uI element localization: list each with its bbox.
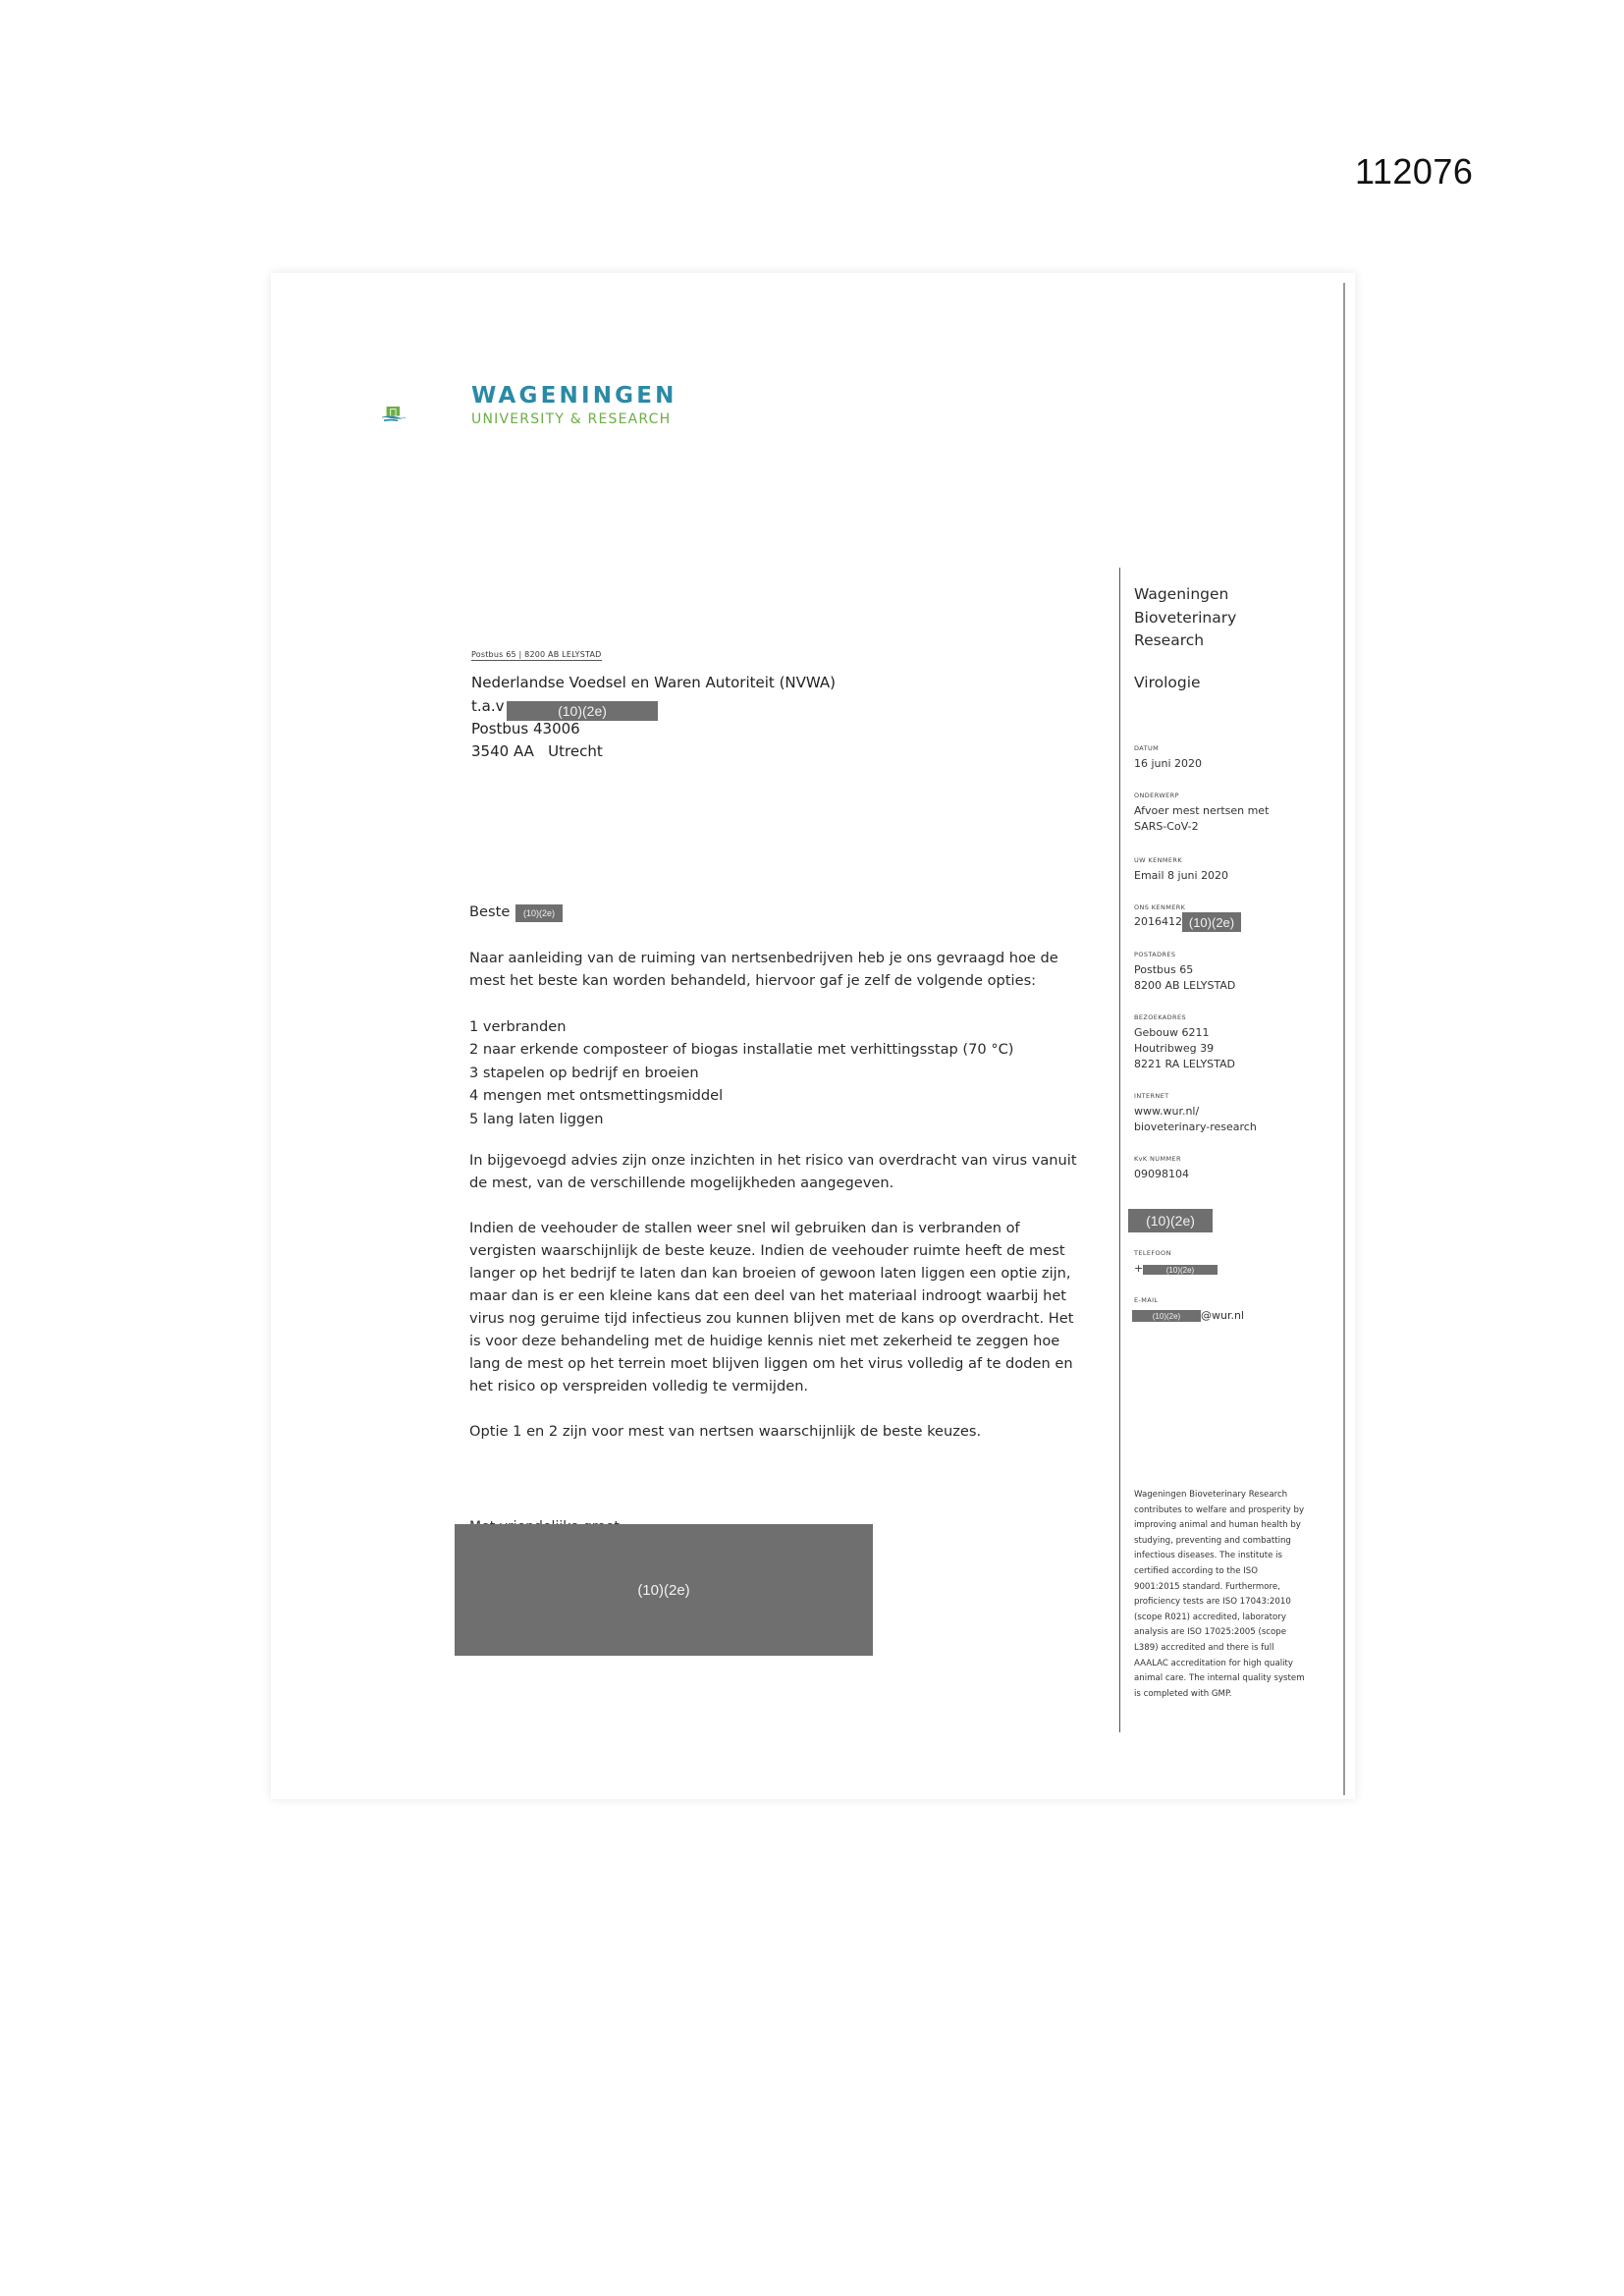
- value-telefoon-prefix: +: [1134, 1262, 1144, 1275]
- value-ons-kenmerk: 2016412: [1134, 915, 1182, 928]
- recipient-tav: t.a.v: [471, 697, 505, 715]
- paragraph-intro-line-1: Naar aanleiding van de ruiming van nertsenbedrijven heb je ons gevraagd hoe de: [469, 950, 1058, 966]
- label-internet: INTERNET: [1134, 1092, 1169, 1100]
- logo-subtitle: UNIVERSITY & RESEARCH: [471, 411, 672, 427]
- redaction-contact: (10)(2e): [1128, 1209, 1213, 1232]
- paragraph-recommendation-line: het risico op verspreiden volledig te vermijden.: [469, 1378, 809, 1394]
- document-number: 112076: [1355, 151, 1474, 191]
- recipient-city: 3540 AA Utrecht: [471, 742, 603, 760]
- redaction-telefoon: (10)(2e): [1143, 1265, 1218, 1275]
- value-internet: www.wur.nl/ bioveterinary-research: [1134, 1105, 1257, 1133]
- label-postadres: POSTADRES: [1134, 951, 1176, 958]
- list-item: 4 mengen met ontsmettingsmiddel: [469, 1087, 724, 1105]
- sidebar-divider: [1119, 568, 1120, 1732]
- paragraph-recommendation-line: maar dan is er een kleine kans dat een deel van het materiaal indroogt waarbij het: [469, 1287, 1067, 1304]
- label-telefoon: TELEFOON: [1134, 1249, 1171, 1257]
- label-email: E-MAIL: [1134, 1296, 1159, 1304]
- value-kvk: 09098104: [1134, 1168, 1189, 1180]
- value-datum: 16 juni 2020: [1134, 757, 1203, 770]
- sidebar-org: Wageningen Bioveterinary Research: [1134, 585, 1237, 649]
- paragraph-advice-line-2: de mest, van de verschillende mogelijkheden aangegeven.: [469, 1175, 894, 1191]
- value-onderwerp: Afvoer mest nertsen met SARS-CoV-2: [1134, 804, 1270, 833]
- paragraph-recommendation-line: virus nog geruime tijd infectieus zou kunnen blijven met de kans op overdracht. Het: [469, 1310, 1074, 1327]
- list-item: 1 verbranden: [469, 1018, 567, 1035]
- paragraph-conclusion: Optie 1 en 2 zijn voor mest van nertsen waarschijnlijk de beste keuzes.: [469, 1423, 982, 1440]
- list-item: 2 naar erkende composteer of biogas installatie met verhittingsstap (70 °C): [469, 1041, 1014, 1059]
- list-item: 3 stapelen op bedrijf en broeien: [469, 1064, 699, 1081]
- paragraph-recommendation-line: vergisten waarschijnlijk de beste keuze. Indien de veehouder ruimte heeft de mest: [469, 1242, 1065, 1259]
- wageningen-logo-icon: [381, 381, 469, 446]
- label-onderwerp: ONDERWERP: [1134, 792, 1179, 799]
- paragraph-recommendation-line: Indien de veehouder de stallen weer snel wil gebruiken dan is verbranden of: [469, 1220, 1020, 1236]
- recipient-org: Nederlandse Voedsel en Waren Autoriteit (NVWA): [471, 674, 837, 691]
- label-uw-kenmerk: UW KENMERK: [1134, 856, 1182, 864]
- paragraph-recommendation-line: langer op het bedrijf te laten dan kan broeien of gewoon laten liggen een optie zijn,: [469, 1265, 1071, 1282]
- scan-edge-line: [1343, 283, 1345, 1795]
- value-bezoekadres: Gebouw 6211 Houtribweg 39 8221 RA LELYSTAD: [1134, 1026, 1236, 1070]
- paragraph-intro-line-2: mest het beste kan worden behandeld, hiervoor gaf je zelf de volgende opties:: [469, 972, 1037, 989]
- paragraph-recommendation-line: lang de mest op het terrein moet blijven liggen om het virus volledig af te doden en: [469, 1355, 1073, 1372]
- logo-wordmark: WAGENINGEN: [471, 383, 677, 409]
- return-address: Postbus 65 | 8200 AB LELYSTAD: [471, 650, 602, 659]
- options-list: [469, 1015, 1014, 1130]
- paragraph-advice-line-1: In bijgevoegd advies zijn onze inzichten in het risico van overdracht van virus vanuit: [469, 1152, 1077, 1169]
- salutation: Beste: [469, 903, 511, 920]
- value-email-domain: @wur.nl: [1201, 1309, 1245, 1322]
- label-datum: DATUM: [1134, 744, 1160, 752]
- redaction-salutation: (10)(2e): [515, 904, 563, 922]
- redaction-recipient-name: (10)(2e): [507, 701, 658, 721]
- label-bezoekadres: BEZOEKADRES: [1134, 1013, 1186, 1021]
- redaction-email: (10)(2e): [1132, 1310, 1201, 1322]
- list-item: 5 lang laten liggen: [469, 1110, 604, 1127]
- sidebar-dept: Virologie: [1134, 674, 1201, 691]
- sidebar-institute-note: Wageningen Bioveterinary Research contributes to welfare and prosperity by improving animal and human health by studying, preventing and combatting infectious diseases. The institute is certified according to the ISO 9001:2015 standard. Furthermore, proficiency tests are ISO 17043:2010 (scope R021) accredited, laboratory analysis are ISO 17025:2005 (scope L389) accredited and there is full AAALAC accreditation for high quality animal care. The internal quality system is completed with GMP.: [1134, 1490, 1305, 1699]
- value-postadres: Postbus 65 8200 AB LELYSTAD: [1134, 963, 1236, 992]
- redaction-signature: (10)(2e): [455, 1524, 873, 1656]
- value-uw-kenmerk: Email 8 juni 2020: [1134, 869, 1229, 882]
- paragraph-recommendation-line: is voor deze behandeling met de huidige kennis niet met zekerheid te zeggen hoe: [469, 1333, 1060, 1349]
- redaction-ons-kenmerk: (10)(2e): [1182, 912, 1241, 932]
- label-ons-kenmerk: ONS KENMERK: [1134, 903, 1186, 911]
- label-kvk: KvK NUMMER: [1134, 1155, 1181, 1163]
- recipient-postbus: Postbus 43006: [471, 720, 580, 738]
